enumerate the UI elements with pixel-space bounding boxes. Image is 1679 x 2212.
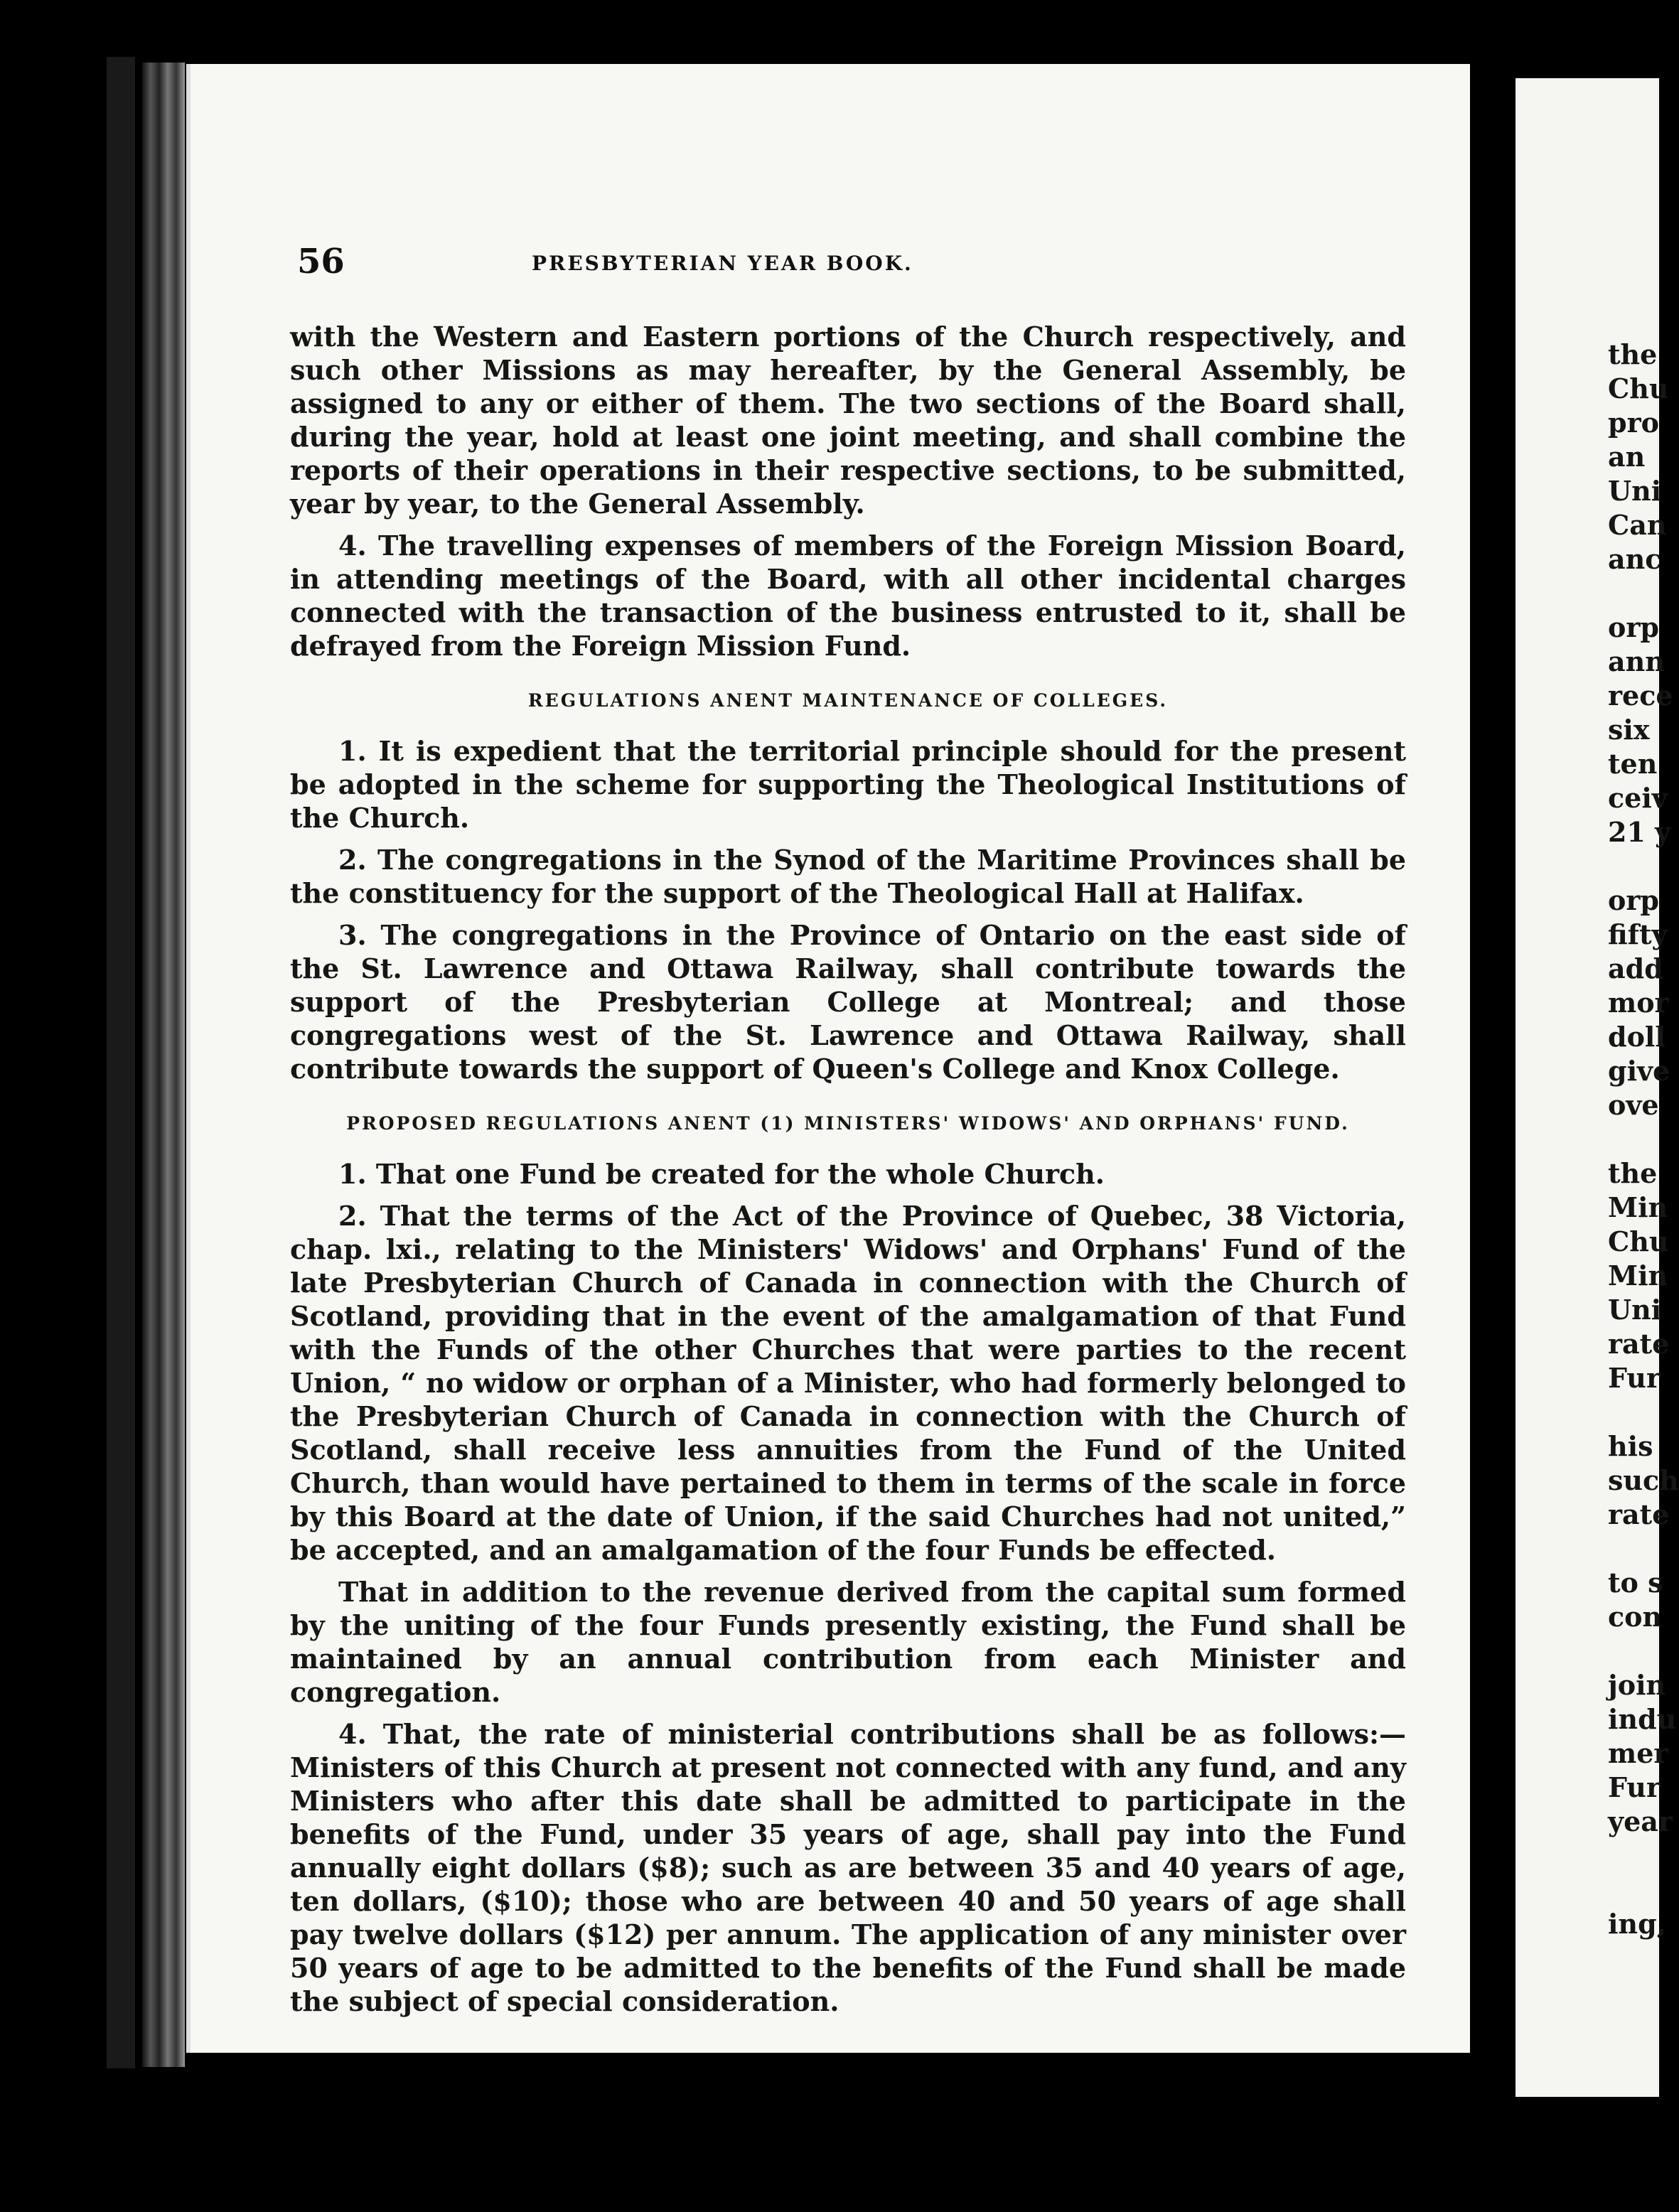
adjacent-line-fragment: pro [1608,407,1659,439]
adjacent-line-fragment: year [1608,1805,1673,1837]
section-heading-colleges: REGULATIONS ANENT MAINTENANCE OF COLLEGES. [527,690,1169,711]
adjacent-line-fragment: an [1608,441,1646,473]
adjacent-page-text [1516,338,1679,1941]
adjacent-line-fragment: his [1608,1430,1653,1462]
adjacent-line-fragment [1516,849,1658,884]
adjacent-line-fragment: orp [1608,611,1659,643]
adjacent-line-fragment: ann [1608,645,1665,677]
adjacent-line-fragment: ing, [1608,1908,1666,1940]
adjacent-line-fragment: rate [1608,1498,1670,1530]
adjacent-line-fragment: Fur [1608,1771,1661,1803]
page-number: 56 [297,242,345,281]
paragraph: That in addition to the revenue derived from the capital sum formed by the uniting of the four Funds presently existing, the Fund shall be maintained by an annual contribution from each Minister and congregation. [290,1576,1406,1708]
paragraph: 4. The travelling expenses of members of the Foreign Mission Board, in attending meetings of the Board, with all other incidental charges connected with the transaction of the business entrusted to it, shall be defrayed from the Foreign Mission Fund. [290,530,1406,662]
adjacent-line-fragment: join [1608,1669,1666,1701]
adjacent-line-fragment: doll [1608,1021,1665,1053]
adjacent-line-fragment: rate [1608,1328,1670,1360]
adjacent-line-fragment: anc [1608,543,1662,575]
adjacent-line-fragment: mer [1608,1737,1668,1769]
paragraph: 3. The congregations in the Province of Ontario on the east side of the St. Lawrence and Ottawa Railway, shall contribute towards the support of the Presbyterian College at Montreal; and those congregations west of the St. Lawrence and Ottawa Railway, shall contribute towards the support of Queen's College and Knox College. [290,919,1406,1085]
adjacent-line-fragment [1516,576,1658,611]
section-heading-widows-fund: PROPOSED REGULATIONS ANENT (1) MINISTERS' WIDOWS' AND ORPHANS' FUND. [346,1113,1350,1134]
adjacent-line-fragment [1516,1873,1658,1907]
adjacent-line-fragment: Min [1608,1191,1668,1223]
paragraph: 4. That, the rate of ministerial contributions shall be as follows:— Ministers of this Church at present not connected with any fund, and any Ministers who after this date shall be admitted to participate in the benefits of the Fund, under 35 years of age, shall pay into the Fund annually eight dollars ($8); such as are between 35 and 40 years of age, ten dollars, ($10); those who are between 40 and 50 years of age shall pay twelve dollars ($12) per annum. The application of any minister over 50 years of age to be admitted to the benefits of the Fund shall be made the subject of special consideration. [290,1718,1406,2017]
adjacent-line-fragment [1516,1634,1658,1668]
left-page [186,64,1470,2053]
adjacent-line-fragment: ove [1608,1089,1659,1121]
adjacent-line-fragment: fifty [1608,918,1668,950]
paragraph: 1. It is expedient that the territorial principle should for the present be adopted in the scheme for supporting the Theological Institutions of the Church. [290,735,1406,834]
adjacent-line-fragment: rece [1608,680,1673,712]
adjacent-line-fragment [1516,1395,1658,1429]
adjacent-line-fragment: orp [1608,884,1659,916]
adjacent-line-fragment: six [1608,714,1650,746]
paragraph: 2. The congregations in the Synod of the Maritime Provinces shall be the constituency for the support of the Theological Hall at Halifax. [290,844,1406,909]
adjacent-line-fragment: indu [1608,1703,1677,1735]
page-header [297,242,1406,299]
adjacent-line-fragment [1516,1839,1658,1873]
adjacent-line-fragment: ceiv [1608,782,1668,814]
adjacent-line-fragment: Min [1608,1260,1668,1292]
adjacent-line-fragment: ten [1608,748,1658,780]
adjacent-line-fragment: Uni [1608,1294,1662,1326]
adjacent-line-fragment: 21 y [1608,816,1671,848]
adjacent-line-fragment: Uni [1608,475,1662,507]
adjacent-line-fragment: con [1608,1601,1663,1633]
paragraph: 2. That the terms of the Act of the Province of Quebec, 38 Victoria, chap. lxi., relating to the Ministers' Widows' and Orphans' Fund of the late Presbyterian Church of Canada in connection with the Church of Scotland, providing that in the event of the amalgamation of that Fund with the Funds of the other Churches that were parties to the recent Union, “ no widow or orphan of a Minister, who had formerly belonged to the Presbyterian Church of Canada in connection with the Church of Scotland, shall receive less annuities from the Fund of the United Church, than would have pertained to them in terms of the scale in force by this Board at the date of Union, if the said Churches had not united,” be accepted, and an amalgamation of the four Funds be effected. [290,1200,1406,1566]
running-title: PRESBYTERIAN YEAR BOOK. [532,252,913,275]
adjacent-line-fragment: add [1608,952,1663,984]
paragraph: 1. That one Fund be created for the whole Church. [338,1158,1105,1190]
adjacent-line-fragment: Chu [1608,372,1669,404]
paragraph: with the Western and Eastern portions of the Church respectively, and such other Missions as may hereafter, by the General Assembly, be assigned to any or either of them. The two sections of the Board shall, during the year, hold at least one joint meeting, and shall combine the reports of their operations in their respective sections, to be submitted, year by year, to the General Assembly. [290,321,1406,520]
page-body [290,320,1406,2026]
adjacent-line-fragment: to s [1608,1567,1663,1599]
adjacent-line-fragment: give [1608,1055,1670,1087]
adjacent-line-fragment: the [1608,1157,1658,1189]
adjacent-line-fragment: Can [1608,509,1667,541]
adjacent-line-fragment: Fur [1608,1362,1661,1394]
adjacent-line-fragment: the [1608,338,1658,370]
adjacent-line-fragment: mor [1608,987,1669,1019]
adjacent-line-fragment [1516,1532,1658,1566]
book-spine [142,63,185,2067]
adjacent-line-fragment: Chu [1608,1225,1669,1257]
adjacent-line-fragment [1516,1122,1658,1156]
adjacent-line-fragment: such [1608,1464,1679,1496]
book-edge [107,57,135,2068]
